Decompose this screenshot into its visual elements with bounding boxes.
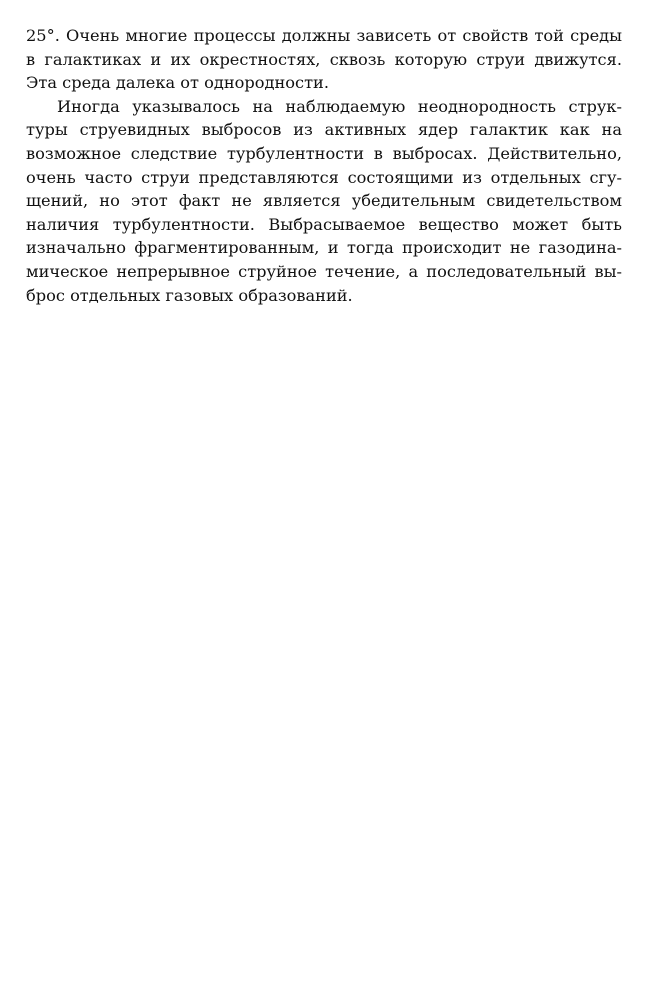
paragraph-2	[26, 95, 622, 307]
text-line: Иногда указывалось на наблюдаемую неоднородность струк-	[57, 96, 622, 116]
text-line: туры струевидных выбросов из активных ядер галактик как на	[26, 120, 622, 140]
text-line: в галактиках и их окрестностях, сквозь которую струи движутся.	[26, 49, 622, 69]
text-line: возможное следствие турбулентности в выбросах. Действительно,	[26, 143, 622, 163]
text-line: очень часто струи представляются состоящими из отдельных сгу-	[26, 167, 622, 187]
text-line: наличия турбулентности. Выбрасываемое вещество может быть	[26, 214, 622, 234]
text-line: щений, но этот факт не является убедительным свидетельством	[26, 191, 622, 211]
text-line: брос отдельных газовых образований.	[26, 285, 353, 305]
text-line: 25°. Очень многие процессы должны зависеть от свойств той среды	[26, 26, 622, 45]
text-line: мическое непрерывное струйное течение, а последовательный вы-	[26, 261, 622, 281]
paragraph-1	[26, 24, 622, 95]
document-page	[26, 24, 622, 307]
text-line: Эта среда далека от однородности.	[26, 73, 329, 93]
text-line: изначально фрагментированным, и тогда происходит не газодина-	[26, 238, 622, 258]
